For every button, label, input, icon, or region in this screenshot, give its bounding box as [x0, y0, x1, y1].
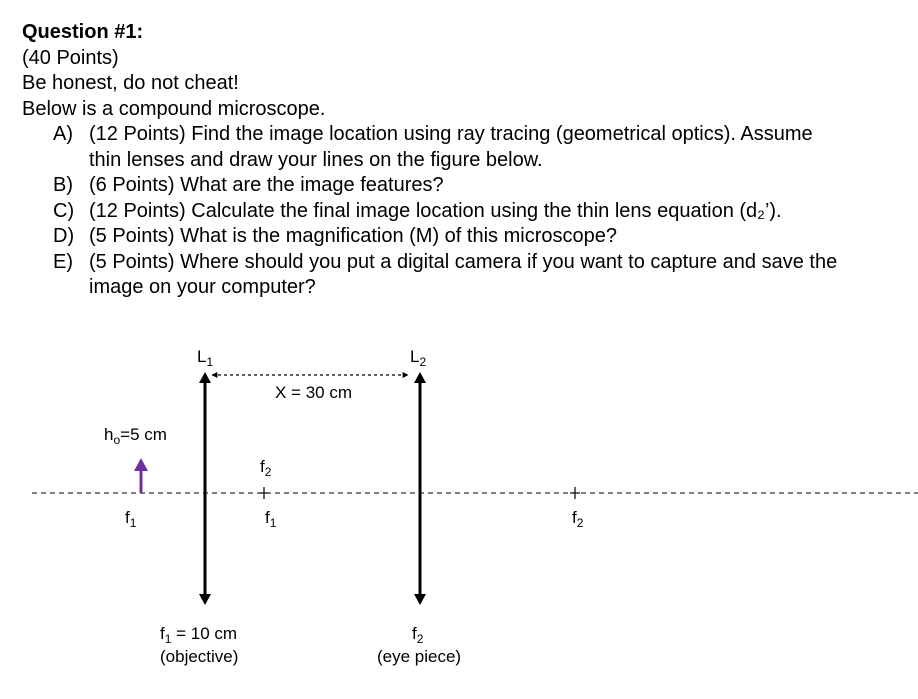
item-text: (5 Points) Where should you put a digital camera if you want to capture and save the image on your computer?	[89, 250, 838, 298]
object-arrow	[134, 458, 148, 493]
lens2-focal-caption: $f_2$	[412, 624, 424, 646]
question-points: (40 Points)	[22, 46, 119, 69]
question-item-b	[22, 173, 902, 199]
focal-label-f1-right: $f_1$	[265, 508, 277, 530]
item-text: (5 Points) What is the magnification (M) of this microscope?	[89, 225, 617, 247]
lens2-role-caption: (eye piece)	[377, 647, 462, 666]
honesty-note: Be honest, do not cheat!	[22, 72, 239, 94]
item-letter: D)	[53, 225, 75, 247]
lens1-focal-caption: $f_1 = 10$ cm	[160, 624, 238, 646]
lens1-double-arrow	[199, 372, 211, 605]
question-text	[22, 20, 902, 301]
item-text: (6 Points) What are the image features?	[89, 174, 444, 196]
item-letter: B)	[53, 174, 73, 196]
question-title: Question #1:	[22, 21, 144, 43]
item-letter: E)	[53, 250, 73, 273]
lens1-role-caption: (objective)	[160, 647, 239, 666]
question-intro: Below is a compound microscope.	[22, 97, 326, 120]
question-item-e	[22, 250, 902, 301]
separation-label: X = 30 cm	[275, 383, 353, 402]
lens2-double-arrow	[414, 372, 426, 605]
focal-label-f2-right: $f_2$	[572, 508, 584, 530]
question-item-c	[22, 199, 902, 225]
lens1-label: $L_1$	[197, 347, 214, 369]
question-item-a	[22, 122, 902, 173]
question-item-d	[22, 224, 902, 250]
item-text: (12 Points) Find the image location using ray tracing (geometrical optics). Assume thin lenses and draw your lines on the figure below.	[89, 123, 813, 171]
item-letter: A)	[53, 123, 73, 145]
item-text: (12 Points) Calculate the final image location using the thin lens equation (d₂’).	[89, 199, 782, 222]
item-letter: C)	[53, 199, 75, 222]
focal-label-f1-left: $f_1$	[125, 508, 137, 530]
microscope-diagram	[0, 330, 918, 699]
object-height-label: $h_o=5$ cm	[104, 425, 167, 447]
lens2-label: $L_2$	[410, 347, 427, 369]
focal-label-f2-left: $f_2$	[260, 457, 272, 479]
